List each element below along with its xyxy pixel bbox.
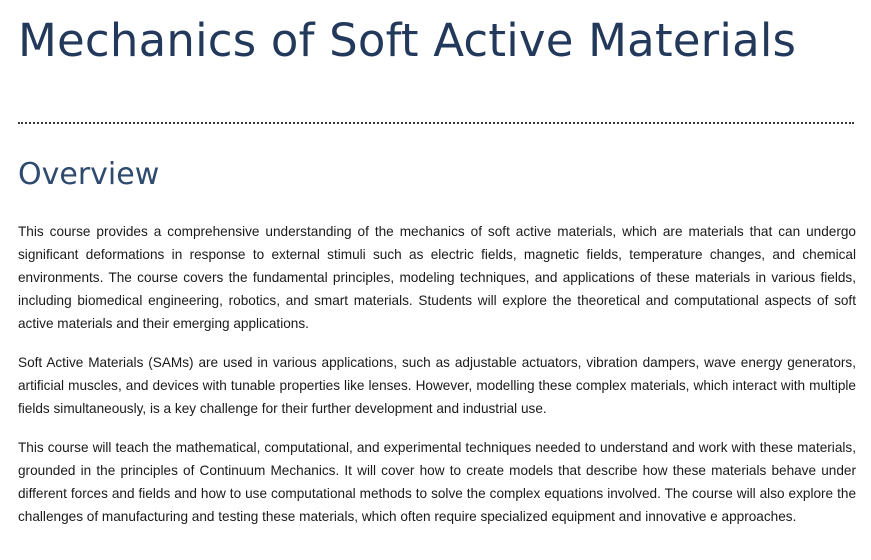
title-divider: [18, 122, 854, 124]
overview-paragraph-1: This course provides a comprehensive understanding of the mechanics of soft active materials, which are materials that can undergo significant deformations in response to external stimuli such as electric fields, magnetic fields, temperature changes, and chemical environments. The course covers the fundamental principles, modeling techniques, and applications of these materials in various fields, including biomedical engineering, robotics, and smart materials. Students will explore the theoretical and computational aspects of soft active materials and their emerging applications.: [18, 224, 856, 331]
section-heading-overview: Overview: [18, 157, 160, 192]
overview-paragraph-3: This course will teach the mathematical, computational, and experimental techniques needed to understand and work with these materials, grounded in the principles of Continuum Mechanics. It will cover how to create models that describe how these materials behave under different forces and fields and how to use computational methods to solve the complex equations involved. The course will also explore the challenges of manufacturing and testing these materials, which often require specialized equipment and innovative e approaches.: [18, 440, 856, 524]
overview-paragraph-2: Soft Active Materials (SAMs) are used in various applications, such as adjustable actuators, vibration dampers, wave energy generators, artificial muscles, and devices with tunable properties like lenses. However, modelling these complex materials, which interact with multiple fields simultaneously, is a key challenge for their further development and industrial use.: [18, 355, 856, 416]
overview-body: [18, 220, 856, 544]
page-title: Mechanics of Soft Active Materials: [18, 14, 797, 67]
